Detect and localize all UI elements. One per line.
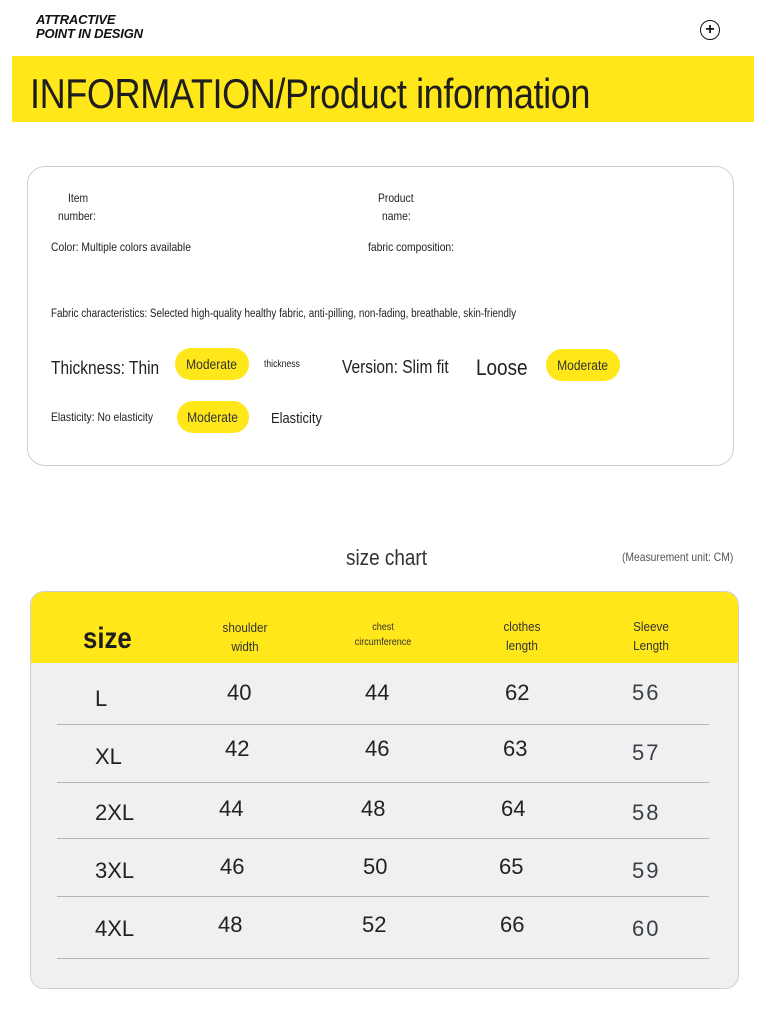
table-row [31, 852, 739, 910]
cell-size: L [95, 686, 108, 711]
cell-shoulder: 42 [225, 736, 250, 761]
cell-sleeve: 59 [632, 858, 661, 883]
thickness-word: thickness [264, 359, 300, 370]
header-chest-line-1: chest [372, 622, 394, 633]
cell-shoulder: 48 [218, 912, 243, 937]
brand-tagline [36, 13, 143, 41]
cell-chest: 50 [363, 854, 388, 879]
thickness-value-badge [175, 348, 249, 380]
cell-length: 66 [500, 912, 525, 937]
row-divider [57, 896, 709, 897]
table-row [31, 794, 739, 852]
brand-line-2: POINT IN DESIGN [36, 26, 143, 41]
size-table [30, 591, 739, 989]
cell-shoulder: 40 [227, 680, 252, 705]
version-value: Moderate [557, 357, 609, 373]
cell-length: 62 [505, 680, 530, 705]
row-divider [57, 838, 709, 839]
size-table-header [31, 592, 739, 663]
header-length-line-2: length [506, 638, 538, 653]
cell-size: XL [95, 744, 122, 769]
cell-sleeve: 56 [632, 680, 661, 705]
header-length [486, 617, 558, 655]
table-row [31, 734, 739, 792]
table-row [31, 910, 739, 968]
header-sleeve-line-1: Sleeve [633, 619, 669, 634]
cell-size: 2XL [95, 800, 135, 825]
version-value-badge [546, 349, 620, 381]
thickness-label: Thickness: Thin [51, 358, 160, 378]
row-divider [57, 782, 709, 783]
cell-sleeve: 57 [632, 740, 661, 765]
color-info: Color: Multiple colors available [51, 240, 191, 254]
cell-length: 65 [499, 854, 524, 879]
version-label: Version: Slim fit [342, 357, 449, 377]
cell-shoulder: 44 [219, 796, 244, 821]
cell-shoulder: 46 [220, 854, 245, 879]
cell-chest: 46 [365, 736, 390, 761]
cell-chest: 52 [362, 912, 387, 937]
item-label-2: number: [58, 209, 96, 223]
cell-chest: 44 [365, 680, 390, 705]
elasticity-value-badge [177, 401, 249, 433]
row-divider [57, 958, 709, 959]
cell-sleeve: 60 [632, 916, 661, 941]
version-loose: Loose [476, 355, 528, 380]
cell-size: 4XL [95, 916, 135, 941]
header-chest-line-2: circumference [354, 637, 412, 648]
product-info-card [27, 166, 734, 466]
item-label-1: Item [68, 191, 89, 205]
fabric-characteristics: Fabric characteristics: Selected high-quality healthy fabric, anti-pilling, non-fading, breathable, skin-friendly [51, 308, 517, 320]
header-shoulder-line-2: width [231, 639, 259, 654]
header-size: size [83, 622, 132, 655]
thickness-value: Moderate [186, 356, 238, 372]
header-chest [347, 620, 419, 650]
header-shoulder-line-1: shoulder [222, 620, 268, 635]
product-label-1: Product [378, 191, 414, 205]
header-sleeve [615, 617, 687, 655]
brand-line-1: ATTRACTIVE [36, 12, 116, 27]
elasticity-label: Elasticity: No elasticity [51, 410, 154, 424]
page-title: INFORMATION/Product information [30, 70, 591, 117]
product-label-2: name: [382, 209, 411, 223]
cell-length: 64 [501, 796, 526, 821]
table-row [31, 678, 739, 736]
plus-circle-icon[interactable]: + [700, 20, 720, 40]
cell-sleeve: 58 [632, 800, 661, 825]
cell-chest: 48 [361, 796, 386, 821]
cell-length: 63 [503, 736, 528, 761]
cell-size: 3XL [95, 858, 135, 883]
header-length-line-1: clothes [503, 619, 541, 634]
measurement-unit: (Measurement unit: CM) [622, 550, 734, 564]
fabric-composition-label: fabric composition: [368, 240, 455, 254]
size-chart-title: size chart [346, 545, 427, 570]
header-sleeve-line-2: Length [633, 638, 669, 653]
elasticity-word: Elasticity [271, 410, 322, 427]
elasticity-value: Moderate [187, 409, 239, 425]
row-divider [57, 724, 709, 725]
header-shoulder [209, 618, 281, 656]
